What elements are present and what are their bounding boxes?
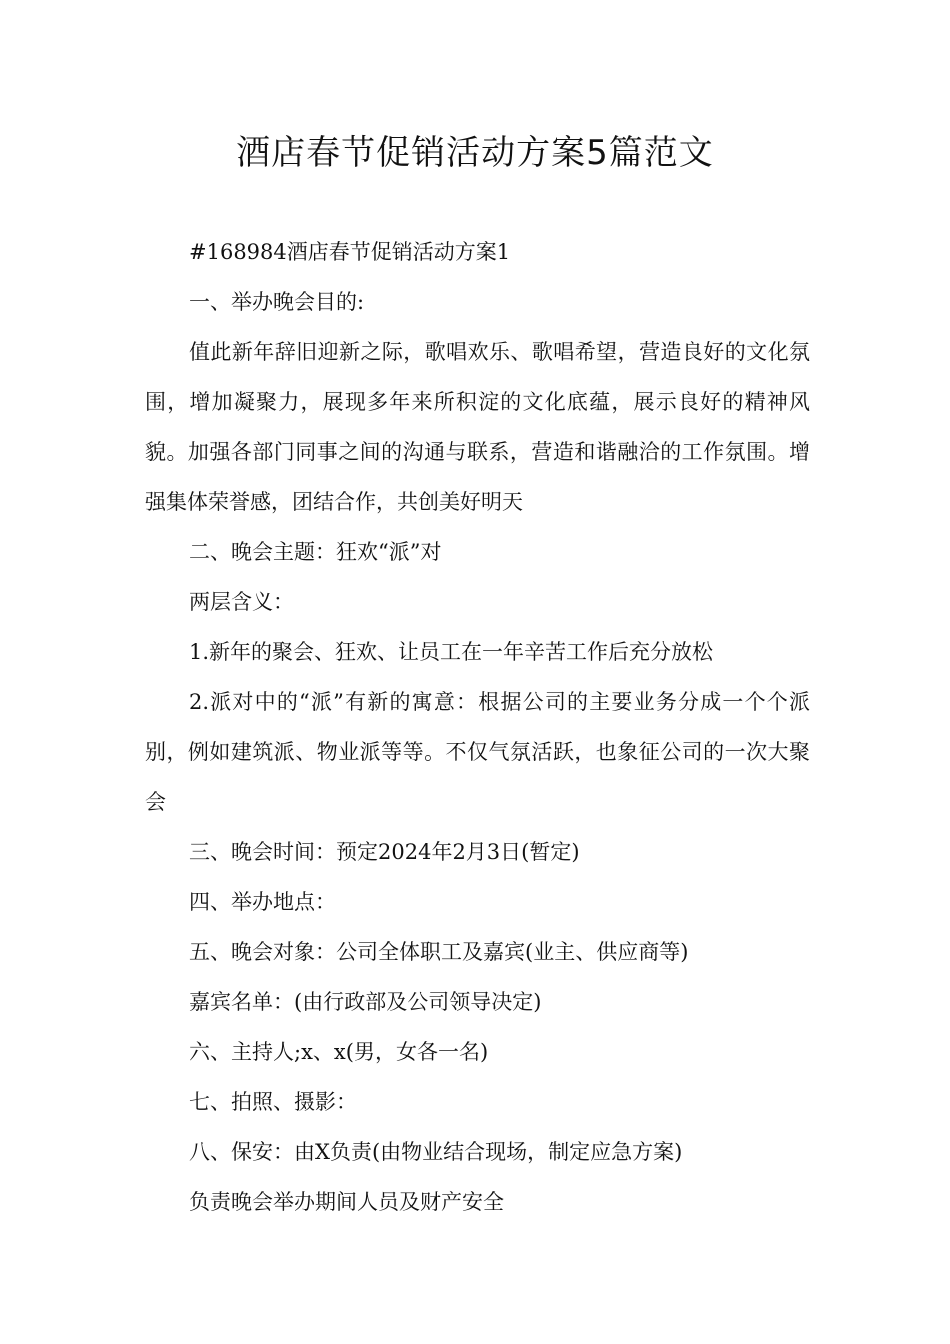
paragraph-security-duty: 负责晚会举办期间人员及财产安全 <box>189 1190 504 1214</box>
document-body <box>145 227 810 1227</box>
paragraph-section-8: 八、保安：由X负责(由物业结合现场，制定应急方案) <box>189 1140 683 1164</box>
paragraph-section-3: 三、晚会时间：预定2024年2月3日(暂定) <box>189 840 580 864</box>
document-title: 酒店春节促销活动方案5篇范文 <box>236 133 714 173</box>
paragraph-section-1: 一、举办晚会目的: <box>189 290 365 314</box>
paragraph-section-4: 四、举办地点： <box>189 890 336 914</box>
paragraph-section-6: 六、主持人;x、x(男，女各一名) <box>189 1040 489 1064</box>
paragraph-section-7: 七、拍照、摄影： <box>189 1090 357 1114</box>
paragraph-meanings: 两层含义： <box>189 590 294 614</box>
paragraph-section-2: 二、晚会主题：狂欢“派”对 <box>189 540 442 564</box>
paragraph-purpose: 值此新年辞旧迎新之际，歌唱欢乐、歌唱希望，营造良好的文化氛围，增加凝聚力，展现多年来所积淀的文化底蕴，展示良好的精神风貌。加强各部门同事之间的沟通与联系，营造和谐融洽的工作氛围。增强集体荣誉感，团结合作，共创美好明天 <box>145 340 810 514</box>
paragraph-section-5: 五、晚会对象：公司全体职工及嘉宾(业主、供应商等) <box>189 940 689 964</box>
paragraph-guest-list: 嘉宾名单：(由行政部及公司领导决定) <box>189 990 542 1014</box>
paragraph-meaning-2: 2.派对中的“派”有新的寓意：根据公司的主要业务分成一个个派别，例如建筑派、物业派等等。不仅气氛活跃，也象征公司的一次大聚会 <box>145 690 810 814</box>
paragraph-meaning-1: 1.新年的聚会、狂欢、让员工在一年辛苦工作后充分放松 <box>189 640 714 664</box>
paragraph-heading-ref: #168984酒店春节促销活动方案1 <box>189 240 511 264</box>
